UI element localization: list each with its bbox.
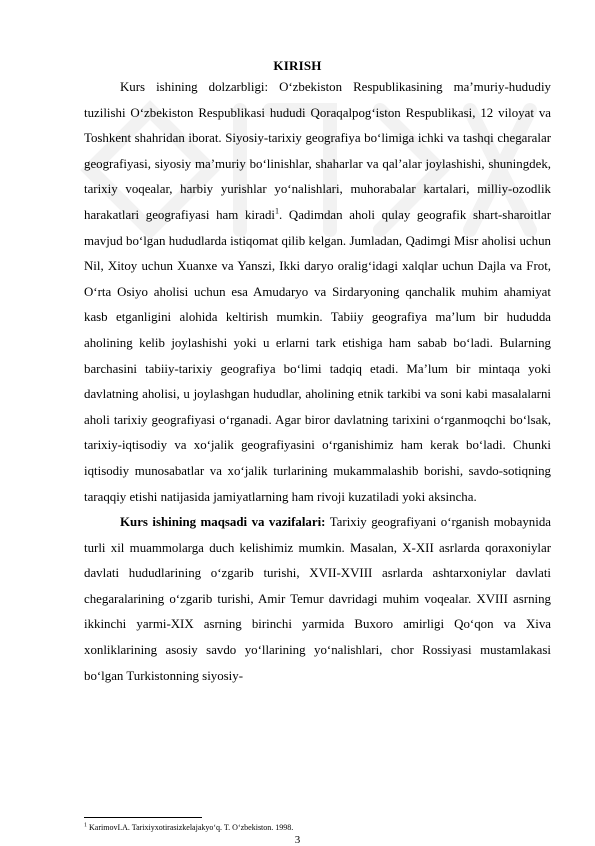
footnote-text: KarimovI.A. Tarixiyxotirasizkelajakyo‘q. T. O‘zbekiston. 1998. [87, 823, 294, 832]
paragraph-relevance-text-a: Kurs ishining dolzarbligi: O‘zbekiston Respublikasining ma’muriy-hududiy tuzilishi O‘zbekiston Respublikasi hududi Qoraqalpog‘iston Respublikasi, 12 viloyat va Toshkent shahridan iborat. Siyosiy-tarixiy geografiya bo‘limiga ichki va tashqi chegaralar geografiyasi, siyosiy ma’muriy bo‘linishlar, shaharlar va qal’alar joylashishi, shuningdek, tarixiy voqealar, harbiy yurishlar yo‘nalishlari, muhorabalar kartalari, milliy-ozodlik harakatlari geografiyasi ham kiradi [84, 80, 551, 222]
footnote-divider [84, 817, 202, 818]
footnote [84, 823, 293, 832]
paragraph-relevance-text-b: . Qadimdan aholi qulay geografik shart-sharoitlar mavjud bo‘lgan hududlarda istiqomat qilib kelgan. Jumladan, Qadimgi Misr aholisi uchun Nil, Xitoy uchun Xuanxe va Yanszi, Ikki daryo oralig‘idagi xalqlar uchun Dajla va Frot, O‘rta Osiyo aholisi uchun esa Amudaryo va Sirdaryoning qanchalik muhim ahamiyat kasb etganligini alohida keltirish mumkin. Tabiiy geografiya ma’lum bir hududda aholining kelib joylashishi yoki u erlarni tark etishiga ham sabab bo‘ladi. Bularning barchasini tabiiy-tarixiy geografiya bo‘limi tadqiq etadi. Ma’lum bir mintaqa yoki davlatning aholisi, u joylashgan hududlar, aholining etnik tarkibi va soni kabi masalalarni aholi tarixiy geografiyasi o‘rganadi. Agar biror davlatning tarixini o‘rganmoqchi bo‘lsak, tarixiy-iqtisodiy va xo‘jalik geografiyasini o‘rganishimiz ham kerak bo‘ladi. Chunki iqtisodiy munosabatlar va xo‘jalik turlarining mukammalashib borishi, savdo-sotiqning taraqqiy etishi natijasida jamiyatlarning ham rivoji kuzatiladi yoki aksincha. [84, 207, 551, 504]
paragraph-goals-lead: Kurs ishining maqsadi va vazifalari: [120, 515, 326, 530]
page-title: KIRISH [273, 58, 322, 73]
body-text [84, 75, 551, 689]
footnote-reference: 1 [275, 206, 280, 216]
page-number: 3 [294, 834, 301, 846]
footnote-marker: 1 [84, 822, 87, 829]
paragraph-goals [84, 510, 551, 689]
paragraph-goals-text: Tarixiy geografiyani o‘rganish mobaynida turli xil muammolarga duch kelishimiz mumkin. Masalan, X-XII asrlarda qoraxoniylar davlati hududlarining o‘zgarib turishi, XVII-XVIII asrlarda ashtarxoniylar davlati chegaralarining o‘zgarib turishi, Amir Temur davridagi muhim voqealar. XVIII asrning ikkinchi yarmi-XIX asrning birinchi yarmida Buxoro amirligi Qo‘qon va Xiva xonliklarining asosiy savdo yo‘llarining yo‘nalishlari, chor Rossiyasi mustamlakasi bo‘lgan Turkistonning siyosiy- [84, 515, 551, 683]
paragraph-relevance [84, 75, 551, 510]
